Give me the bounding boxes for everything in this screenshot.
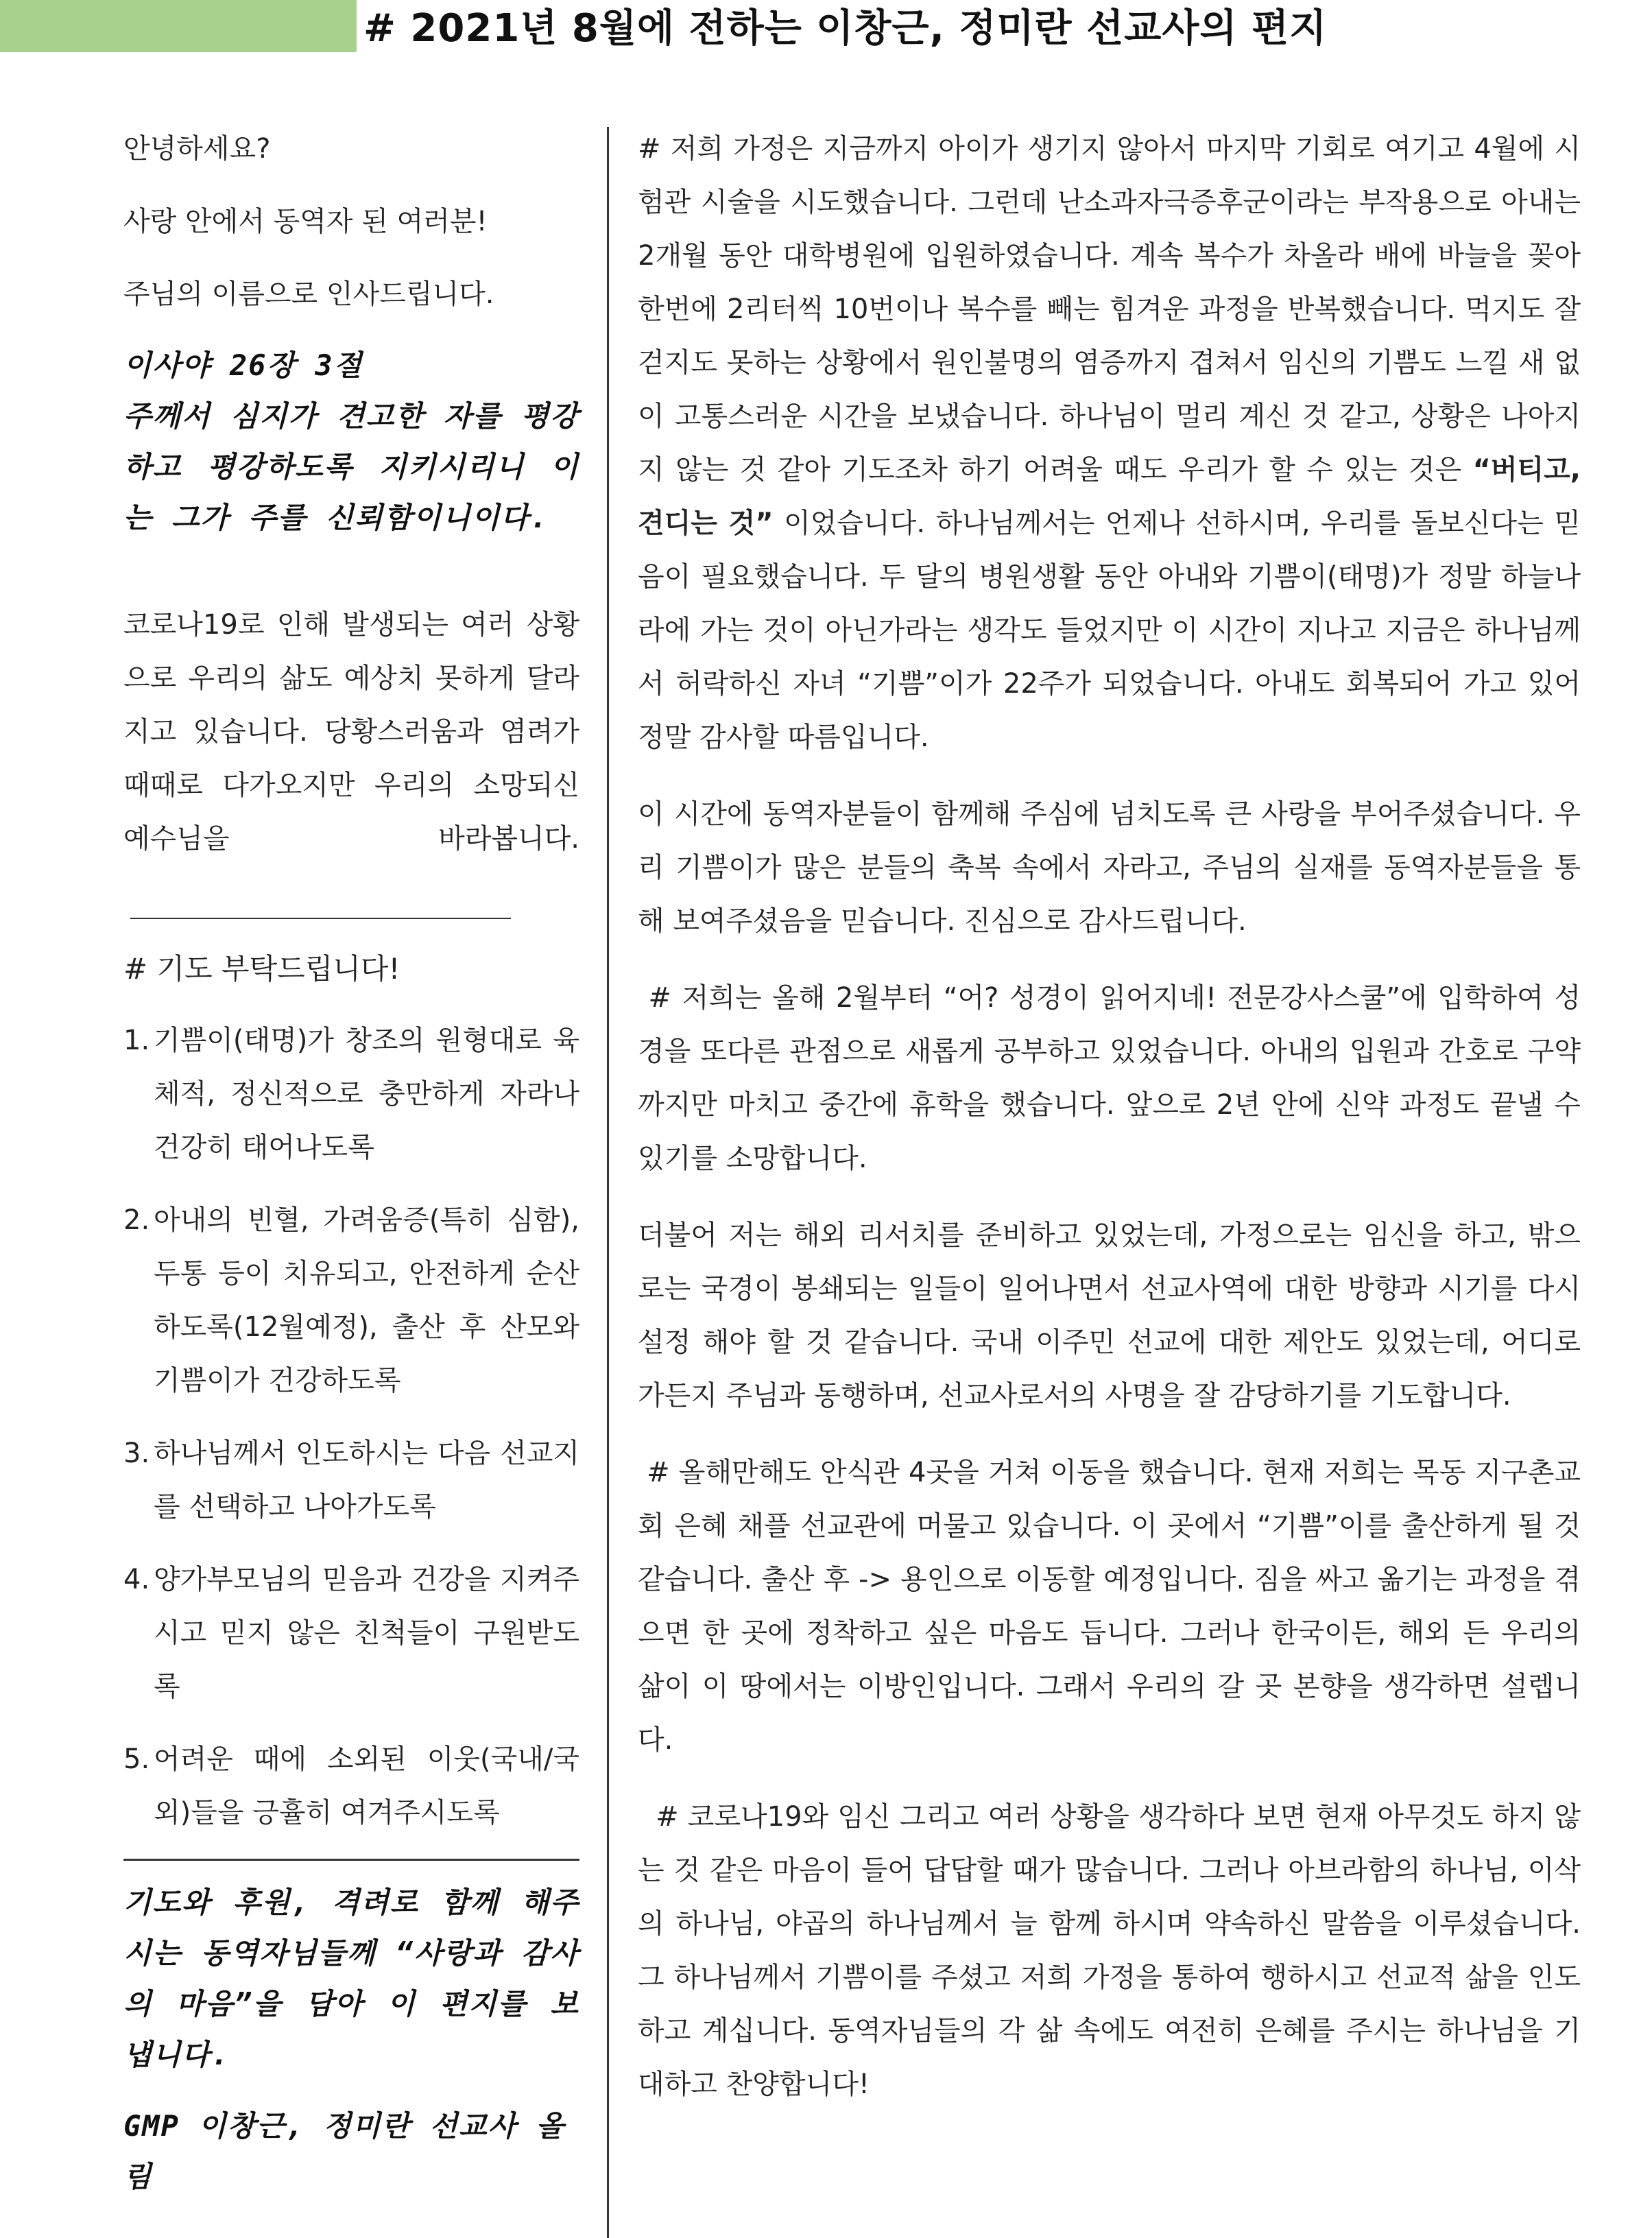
- prayer-number: 4.: [123, 1564, 150, 1595]
- closing-divider: [123, 1859, 579, 1861]
- prayer-item-5: [123, 1733, 579, 1840]
- prayer-item-1: [123, 1014, 579, 1174]
- letter-paragraph-6: # 코로나19와 임신 그리고 여러 상황을 생각하다 보면 현재 아무것도 하지 않는 것 같은 마음이 들어 답답할 때가 많습니다. 그러나 아브라함의 하나님, 이삭의 하나님, 야곱의 하나님께서 늘 함께 하시며 약속하신 말씀을 이루셨습니다. 그 하나님께서 기쁨이를 주셨고 저희 가정을 통하여 행하시고 선교적 삶을 인도하고 계십니다. 동역자님들의 각 삶 속에도 여전히 은혜를 주시는 하나님을 기대하고 찬양합니다!: [638, 1801, 1590, 2100]
- column-divider: [607, 127, 609, 2238]
- prayer-text: 아내의 빈혈, 가려움증(특히 심함), 두통 등이 치유되고, 안전하게 순산하도록(12월예정), 출산 후 산모와 기쁨이가 건강하도록: [154, 1204, 579, 1396]
- prayer-item-2: [123, 1193, 579, 1407]
- left-column: [123, 122, 579, 2223]
- greeting-line-3: 주님의 이름으로 인사드립니다.: [123, 278, 494, 310]
- emphasis-text: “버티고, 견디는 것”: [638, 454, 1581, 539]
- verse-text: 주께서 심지가 견고한 자를 평강하고 평강하도록 지키시리니 이는 그가 주를 신뢰함이니이다.: [123, 399, 579, 534]
- prayer-heading: # 기도 부탁드립니다!: [123, 952, 400, 986]
- prayer-item-3: [123, 1427, 579, 1534]
- prayer-number: 3.: [123, 1438, 150, 1469]
- prayer-text: 기쁨이(태명)가 창조의 원형대로 육체적, 정신적으로 충만하게 자라나 건강히 태어나도록: [154, 1025, 579, 1163]
- verse-reference: 이사야 26장 3절: [123, 348, 363, 382]
- prayer-number: 2.: [123, 1204, 150, 1236]
- underline-rule: [130, 882, 511, 919]
- spacer: [123, 543, 579, 598]
- bible-verse: [123, 340, 579, 543]
- letter-paragraph-4: 더불어 저는 해외 리서치를 준비하고 있었는데, 가정으로는 임신을 하고, 밖으로는 국경이 봉쇄되는 일들이 일어나면서 선교사역에 대한 방향과 시기를 다시 설정 해야 할 것 같습니다. 국내 이주민 선교에 대한 제안도 있었는데, 어디로 가든지 주님과 동행하며, 선교사로서의 사명을 잘 감당하기를 기도합니다.: [638, 1219, 1581, 1412]
- signature: GMP 이창근, 정미란 선교사 올림: [123, 2109, 566, 2193]
- prayer-text: 양가부모님의 믿음과 건강을 지켜주시고 믿지 않은 친척들이 구원받도록: [154, 1564, 579, 1702]
- paragraph-1-part-b: 이었습니다. 하나님께서는 언제나 선하시며, 우리를 돌보신다는 믿음이 필요했습니다. 두 달의 병원생활 동안 아내와 기쁨이(태명)가 정말 하늘나라에 가는 것이 아닌가라는 생각도 들었지만 이 시간이 지나고 지금은 하나님께서 허락하신 자녀 “기쁨”이가 22주가 되었습니다. 아내도 회복되어 가고 있어 정말 감사할 따름입니다.: [638, 508, 1581, 753]
- corona-paragraph: [123, 598, 579, 919]
- prayer-text: 하나님께서 인도하시는 다음 선교지를 선택하고 나아가도록: [154, 1438, 579, 1523]
- prayer-item-4: [123, 1553, 579, 1713]
- greeting-line-1: 안녕하세요?: [123, 133, 271, 165]
- corona-paragraph-text: 코로나19로 인해 발생되는 여러 상황으로 우리의 삶도 예상치 못하게 달라지고 있습니다. 당황스러움과 염려가 때때로 다가오지만 우리의 소망되신 예수님을 바라봅니다.: [123, 609, 579, 855]
- page-title: # 2021년 8월에 전하는 이창근, 정미란 선교사의 편지: [363, 6, 1328, 51]
- letter-paragraph-2: 이 시간에 동역자분들이 함께해 주심에 넘치도록 큰 사랑을 부어주셨습니다. 우리 기쁨이가 많은 분들의 축복 속에서 자라고, 주님의 실재를 동역자분들을 통해 보여주셨음을 믿습니다. 진심으로 감사드립니다.: [638, 798, 1581, 937]
- prayer-text: 어려운 때에 소외된 이웃(국내/국외)들을 긍휼히 여겨주시도록: [154, 1743, 579, 1829]
- letter-paragraph-5: # 올해만해도 안식관 4곳을 거쳐 이동을 했습니다. 현재 저희는 목동 지구촌교회 은혜 채플 선교관에 머물고 있습니다. 이 곳에서 “기쁨”이를 출산하게 될 것 같습니다. 출산 후 -> 용인으로 이동할 예정입니다. 짐을 싸고 옮기는 과정을 겪으면 한 곳에 정착하고 싶은 마음도 듭니다. 그러나 한국이든, 해외 든 우리의 삶이 이 땅에서는 이방인입니다. 그래서 우리의 갈 곳 본향을 생각하면 설렙니다.: [638, 1457, 1590, 1756]
- right-column: [638, 122, 1590, 2134]
- prayer-number: 5.: [123, 1743, 150, 1775]
- greeting-line-2: 사랑 안에서 동역자 된 여러분!: [123, 206, 488, 237]
- letter-paragraph-1: [638, 122, 1581, 764]
- closing-message: 기도와 후원, 격려로 함께 해주시는 동역자님들께 “사랑과 감사의 마음”을 담아 이 편지를 보냅니다.: [123, 1885, 579, 2071]
- prayer-number: 1.: [123, 1025, 150, 1056]
- header-accent-bar: [0, 0, 357, 52]
- paragraph-1-part-a: # 저희 가정은 지금까지 아이가 생기지 않아서 마지막 기회로 여기고 4월에 시험관 시술을 시도했습니다. 그런데 난소과자극증후군이라는 부작용으로 아내는 2개월 동안 대학병원에 입원하였습니다. 계속 복수가 차올라 배에 바늘을 꽂아 한번에 2리터씩 10번이나 복수를 빼는 힘겨운 과정을 반복했습니다. 먹지도 잘 걷지도 못하는 상황에서 원인불명의 염증까지 겹쳐서 임신의 기쁨도 느낄 새 없이 고통스러운 시간을 보냈습니다. 하나님이 멀리 계신 것 같고, 상황은 나아지지 않는 것 같아 기도조차 하기 어려울 때도 우리가 할 수 있는 것은: [638, 133, 1581, 486]
- letter-paragraph-3: # 저희는 올해 2월부터 “어? 성경이 읽어지네! 전문강사스쿨”에 입학하여 성경을 또다른 관점으로 새롭게 공부하고 있었습니다. 아내의 입원과 간호로 구약까지만 마치고 중간에 휴학을 했습니다. 앞으로 2년 안에 신약 과정도 끝낼 수 있기를 소망합니다.: [638, 982, 1590, 1174]
